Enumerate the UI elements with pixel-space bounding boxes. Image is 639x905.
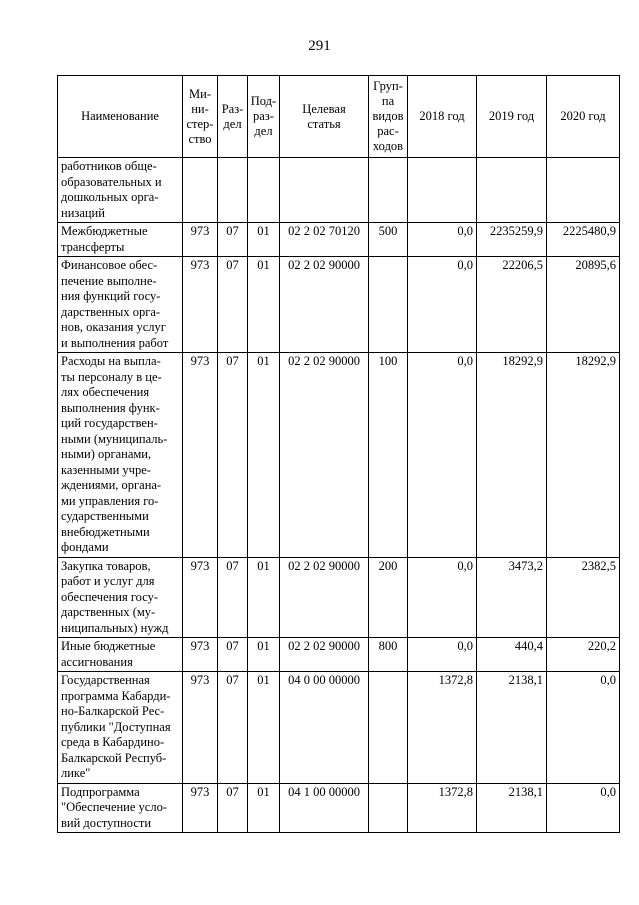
row-subsection: 01 [248, 557, 280, 638]
row-ministry: 973 [183, 638, 218, 672]
header-name: Наименование [58, 76, 183, 158]
row-2018: 0,0 [408, 223, 477, 257]
row-name: Расходы на выпла- ты персоналу в це- лях обеспечения выполнения функ- ций государствен- ными (муниципаль- ными) органами, казенными учре- ждениями, органа- ми управления го- сударственными внебюджетными фондами [58, 353, 183, 558]
row-2018: 1372,8 [408, 672, 477, 784]
row-2019: 22206,5 [477, 257, 547, 353]
header-2020: 2020 год [547, 76, 620, 158]
row-2019: 2235259,9 [477, 223, 547, 257]
row-2020: 2382,5 [547, 557, 620, 638]
row-section: 07 [218, 257, 248, 353]
row-name: Межбюджетные трансферты [58, 223, 183, 257]
row-name: Иные бюджетные ассигнования [58, 638, 183, 672]
header-group: Груп- па видов рас- ходов [369, 76, 408, 158]
row-ministry: 973 [183, 353, 218, 558]
row-2018: 0,0 [408, 557, 477, 638]
row-name: Подпрограмма "Обеспечение усло- вий доступности [58, 783, 183, 833]
row-target: 04 1 00 00000 [280, 783, 369, 833]
row-2018 [408, 158, 477, 223]
row-group: 500 [369, 223, 408, 257]
header-2019: 2019 год [477, 76, 547, 158]
row-2020: 20895,6 [547, 257, 620, 353]
table-row [58, 783, 620, 833]
row-section: 07 [218, 783, 248, 833]
row-ministry: 973 [183, 783, 218, 833]
row-group: 100 [369, 353, 408, 558]
row-ministry: 973 [183, 223, 218, 257]
row-2020: 220,2 [547, 638, 620, 672]
row-subsection: 01 [248, 257, 280, 353]
row-section [218, 158, 248, 223]
header-section: Раз- дел [218, 76, 248, 158]
row-target: 02 2 02 90000 [280, 257, 369, 353]
header-subsection: Под- раз- дел [248, 76, 280, 158]
row-target: 04 0 00 00000 [280, 672, 369, 784]
table-row [58, 672, 620, 784]
row-target: 02 2 02 90000 [280, 557, 369, 638]
table-row [58, 557, 620, 638]
row-ministry: 973 [183, 257, 218, 353]
row-name: Закупка товаров, работ и услуг для обеспечения госу- дарственных (му- ниципальных) нужд [58, 557, 183, 638]
row-target: 02 2 02 70120 [280, 223, 369, 257]
row-2019: 18292,9 [477, 353, 547, 558]
table-row [58, 257, 620, 353]
row-group: 200 [369, 557, 408, 638]
row-subsection: 01 [248, 353, 280, 558]
row-subsection: 01 [248, 638, 280, 672]
row-section: 07 [218, 223, 248, 257]
row-2020: 0,0 [547, 783, 620, 833]
row-2019 [477, 158, 547, 223]
row-2018: 1372,8 [408, 783, 477, 833]
row-2018: 0,0 [408, 257, 477, 353]
row-ministry [183, 158, 218, 223]
table-row [58, 223, 620, 257]
row-group: 800 [369, 638, 408, 672]
row-name: Финансовое обес- печение выполне- ния функций госу- дарственных орга- нов, оказания услуг и выполнения работ [58, 257, 183, 353]
row-2018: 0,0 [408, 638, 477, 672]
header-ministry: Ми- ни- стер- ство [183, 76, 218, 158]
row-section: 07 [218, 353, 248, 558]
row-section: 07 [218, 638, 248, 672]
header-2018: 2018 год [408, 76, 477, 158]
row-2019: 2138,1 [477, 783, 547, 833]
page-number: 291 [308, 38, 331, 54]
row-group [369, 783, 408, 833]
row-group [369, 672, 408, 784]
table-row [58, 638, 620, 672]
row-subsection [248, 158, 280, 223]
row-target [280, 158, 369, 223]
row-subsection: 01 [248, 223, 280, 257]
row-section: 07 [218, 557, 248, 638]
row-name: работников обще- образовательных и дошкольных орга- низаций [58, 158, 183, 223]
table-row [58, 158, 620, 223]
header-target: Целевая статья [280, 76, 369, 158]
row-2019: 440,4 [477, 638, 547, 672]
row-subsection: 01 [248, 672, 280, 784]
table-row [58, 353, 620, 558]
row-2020: 18292,9 [547, 353, 620, 558]
row-subsection: 01 [248, 783, 280, 833]
row-target: 02 2 02 90000 [280, 638, 369, 672]
row-name: Государственная программа Кабарди- но-Балкарской Рес- публики "Доступная среда в Кабардино- Балкарской Респуб- лике" [58, 672, 183, 784]
row-group [369, 158, 408, 223]
row-ministry: 973 [183, 557, 218, 638]
row-2018: 0,0 [408, 353, 477, 558]
row-group [369, 257, 408, 353]
row-2020: 0,0 [547, 672, 620, 784]
row-section: 07 [218, 672, 248, 784]
table-header-row [58, 76, 620, 158]
row-ministry: 973 [183, 672, 218, 784]
budget-table [57, 75, 620, 833]
row-2019: 3473,2 [477, 557, 547, 638]
row-target: 02 2 02 90000 [280, 353, 369, 558]
row-2020: 2225480,9 [547, 223, 620, 257]
row-2020 [547, 158, 620, 223]
row-2019: 2138,1 [477, 672, 547, 784]
